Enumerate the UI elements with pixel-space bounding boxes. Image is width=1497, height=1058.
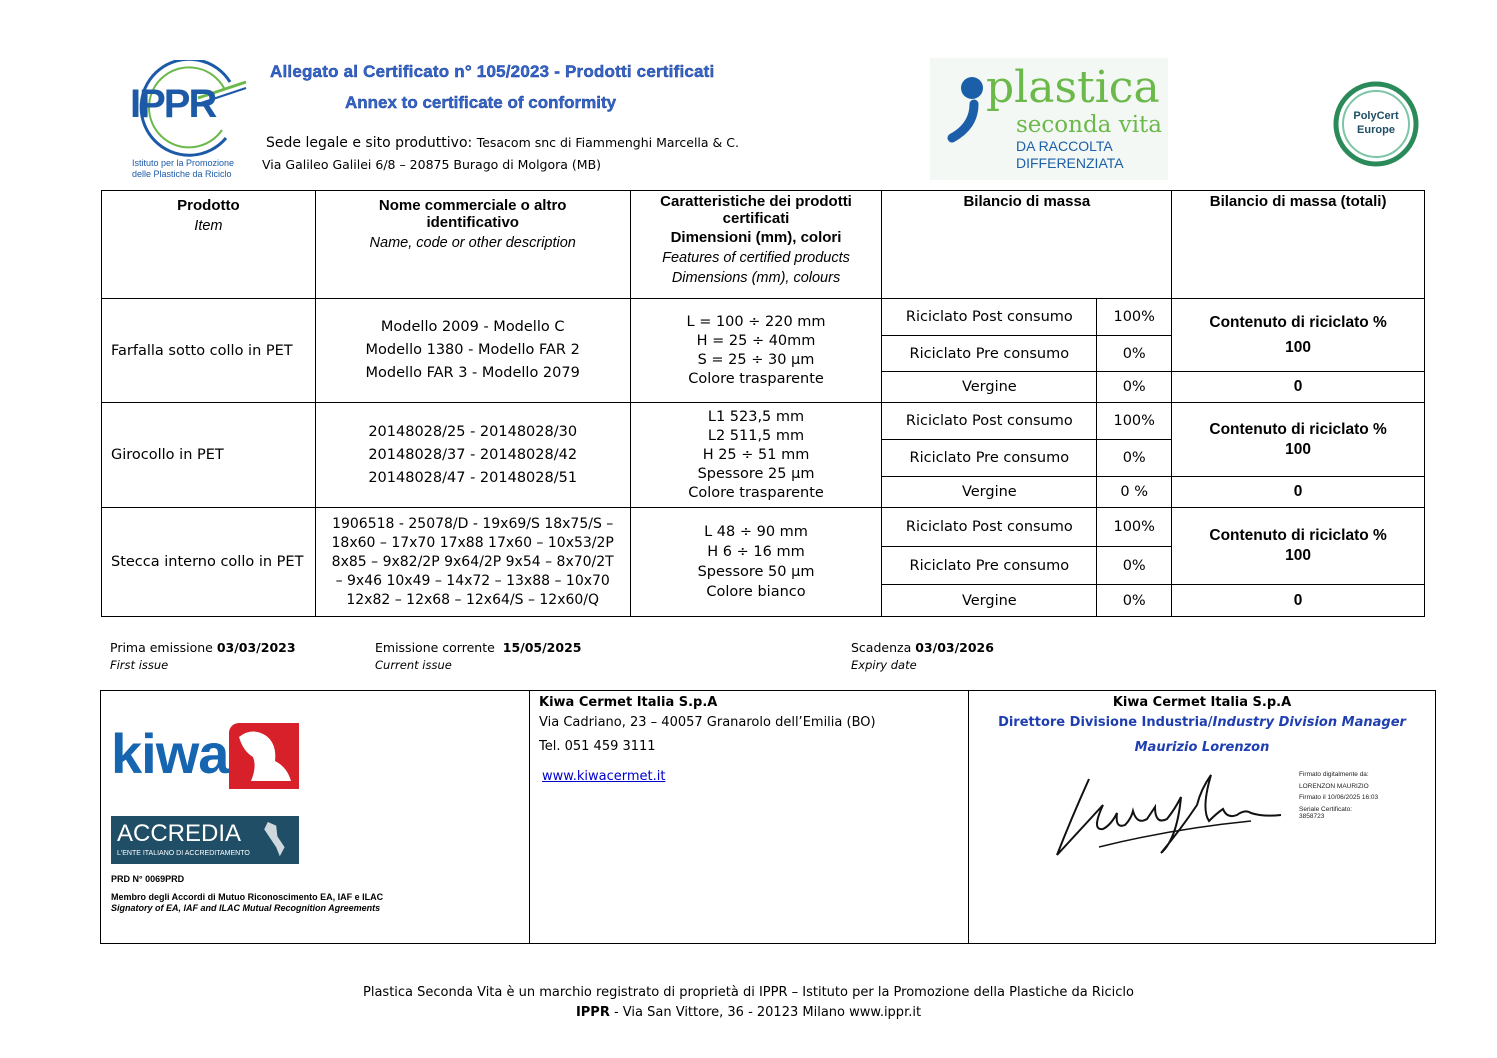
recycled-content-value: 100 (1285, 440, 1312, 458)
header-name-it: Nome commerciale o altro identificativo (378, 197, 567, 231)
recycled-content-cell (1172, 299, 1425, 372)
manager-role-en: Industry Division Manager (1212, 715, 1406, 730)
feature-line: L1 523,5 mm (707, 408, 805, 425)
vergine-value: 0 % (1097, 477, 1172, 508)
first-issue-date: 03/03/2023 (216, 640, 296, 655)
prd-number: PRD N° 0069PRD (111, 874, 185, 884)
current-issue-date: 15/05/2025 (502, 640, 582, 655)
feature-line: H 25 ÷ 51 mm (702, 446, 810, 463)
feature-line: L2 511,5 mm (707, 427, 805, 444)
recycled-content-cell (1172, 508, 1425, 585)
name-line: 20148028/25 - 20148028/30 (368, 423, 578, 440)
ippr-caption-1: Istituto per la Promozione (132, 158, 235, 168)
header-features (630, 191, 882, 299)
company-tel: Tel. 051 459 3111 (539, 739, 656, 754)
post-consumo-label: Riciclato Post consumo (882, 508, 1097, 547)
footer-address: - Via San Vittore, 36 - 20123 Milano www.ippr.it (609, 1005, 922, 1020)
header-features-it-1: Caratteristiche dei prodotti certificati (660, 193, 852, 227)
vergine-label: Vergine (882, 477, 1097, 508)
post-consumo-label: Riciclato Post consumo (882, 403, 1097, 440)
pre-consumo-value: 0% (1097, 440, 1172, 477)
membro-text-it: Membro degli Accordi di Mutuo Riconoscimento EA, IAF e ILAC (111, 892, 384, 902)
footer-line-2 (0, 1005, 1497, 1020)
header-item-en: Item (194, 218, 223, 234)
company-address: Via Cadriano, 23 – 40057 Granarolo dell’Emilia (BO) (539, 715, 876, 730)
psv-logo-differenziata: DIFFERENZIATA (1016, 155, 1124, 171)
table-row (102, 403, 1425, 440)
name-line: Modello 2009 - Modello C (380, 319, 565, 335)
name-line: 18x60 – 17x70 17x88 17x60 – 10x53/2P (331, 534, 614, 551)
footer-ippr: IPPR (575, 1005, 610, 1020)
sede-label: Sede legale e sito produttivo: (266, 135, 473, 151)
kiwa-logo (111, 721, 301, 791)
name-line: 20148028/47 - 20148028/51 (368, 469, 578, 486)
item-cell: Farfalla sotto collo in PET (102, 299, 316, 403)
item-cell: Girocollo in PET (102, 403, 316, 508)
feature-line: Colore trasparente (688, 370, 824, 387)
sig-line: Firmato il 10/06/2025 16:03 (1299, 794, 1379, 801)
feature-line: Colore trasparente (688, 484, 824, 501)
beaver-icon (231, 727, 297, 787)
accredia-logo-sub: L'ENTE ITALIANO DI ACCREDITAMENTO (117, 850, 250, 857)
table-header-row (102, 191, 1425, 299)
manager-column (969, 691, 1435, 943)
polycert-logo (1332, 80, 1420, 168)
table-row (102, 508, 1425, 547)
handwritten-signature (1051, 769, 1291, 865)
digital-signature-info (1299, 771, 1379, 821)
header-features-it-2: Dimensioni (mm), colori (670, 229, 842, 246)
feature-line: S = 25 ÷ 30 µm (697, 351, 815, 368)
recycled-content-cell (1172, 403, 1425, 477)
item-cell: Stecca interno collo in PET (102, 508, 316, 617)
sede-value: Tesacom snc di Fiammenghi Marcella & C. (476, 135, 739, 150)
feature-line: H 6 ÷ 16 mm (707, 544, 805, 560)
vergine-value: 0% (1097, 585, 1172, 617)
names-cell (315, 508, 630, 617)
kiwa-logo-text: kiwa (111, 722, 229, 785)
post-consumo-value: 100% (1097, 403, 1172, 440)
name-line: 1906518 - 25078/D - 19x69/S 18x75/S – (332, 515, 614, 532)
vergine-total: 0 (1172, 585, 1425, 617)
name-line: 12x82 – 12x68 – 12x64/S – 12x60/Q (346, 591, 600, 608)
issuer-block (100, 690, 1436, 944)
certificate-subtitle: Annex to certificate of conformity (345, 93, 617, 112)
pre-consumo-label: Riciclato Pre consumo (882, 547, 1097, 585)
header-mass-total: Bilancio di massa (totali) (1172, 191, 1425, 299)
polycert-text-1: PolyCert (1353, 110, 1399, 122)
certified-products-table (101, 190, 1425, 617)
company-name: Kiwa Cermet Italia S.p.A (539, 695, 718, 710)
feature-line: Spessore 50 µm (697, 564, 815, 580)
sede-line (266, 135, 739, 151)
header-features-en-1: Features of certified products (662, 250, 850, 266)
pre-consumo-value: 0% (1097, 336, 1172, 372)
header-features-en-2: Dimensions (mm), colours (671, 270, 841, 286)
recycled-content-label: Contenuto di riciclato % (1209, 420, 1387, 438)
manager-name: Maurizio Lorenzon (1134, 740, 1270, 755)
post-consumo-label: Riciclato Post consumo (882, 299, 1097, 336)
sig-line: LORENZON MAURIZIO (1299, 782, 1369, 790)
pre-consumo-value: 0% (1097, 547, 1172, 585)
name-line: Modello FAR 3 - Modello 2079 (365, 365, 580, 381)
name-line: 20148028/37 - 20148028/42 (368, 446, 578, 463)
company-name-right: Kiwa Cermet Italia S.p.A (1112, 695, 1292, 710)
psv-logo-plastica: plastica (986, 62, 1160, 113)
name-line: 8x85 – 9x82/2P 9x64/2P 9x54 – 8x70/2T (331, 553, 614, 570)
recycled-content-label: Contenuto di riciclato % (1209, 314, 1387, 331)
feature-line: H = 25 ÷ 40mm (696, 332, 816, 349)
ippr-logo-text: IPPR (130, 82, 216, 126)
company-website-link[interactable]: www.kiwacermet.it (542, 769, 666, 784)
recycled-content-label: Contenuto di riciclato % (1209, 527, 1387, 544)
header-name-en: Name, code or other description (369, 235, 576, 251)
names-cell (315, 299, 630, 403)
current-issue (375, 640, 581, 672)
current-issue-en: Current issue (375, 658, 452, 672)
features-cell (630, 403, 882, 508)
post-consumo-value: 100% (1097, 508, 1172, 547)
first-issue (110, 640, 296, 672)
first-issue-en: First issue (110, 658, 169, 672)
accredia-logo (111, 816, 299, 864)
vergine-value: 0% (1097, 372, 1172, 403)
company-column (530, 691, 969, 943)
feature-line: L 48 ÷ 90 mm (704, 524, 808, 540)
ippr-logo (128, 60, 248, 180)
psv-logo-raccolta: DA RACCOLTA (1016, 138, 1113, 154)
feature-line: Spessore 25 µm (697, 465, 815, 482)
expiry-en: Expiry date (851, 658, 917, 672)
header-mass: Bilancio di massa (882, 191, 1172, 299)
current-issue-label: Emissione corrente (375, 640, 495, 655)
name-line: – 9x46 10x49 – 14x72 – 13x88 – 10x70 (335, 572, 610, 589)
name-line: Modello 1380 - Modello FAR 2 (365, 342, 580, 358)
header-item (102, 191, 316, 299)
post-consumo-value: 100% (1097, 299, 1172, 336)
features-cell (630, 299, 882, 403)
expiry-date-value: 03/03/2026 (915, 640, 994, 655)
certificate-title: Allegato al Certificato n° 105/2023 - Prodotti certificati (270, 62, 715, 81)
accreditation-column (101, 691, 530, 943)
features-cell (630, 508, 882, 617)
footer-line-1: Plastica Seconda Vita è un marchio registrato di proprietà di IPPR – Istituto per la Promozione della Plastiche da Riciclo (363, 985, 1134, 1000)
vergine-total: 0 (1172, 477, 1425, 508)
names-cell (315, 403, 630, 508)
expiry-date (851, 640, 994, 672)
recycled-content-value: 100 (1285, 339, 1312, 356)
recycled-content-value: 100 (1285, 547, 1312, 564)
manager-role-it: Direttore Divisione Industria/ (998, 715, 1213, 730)
pre-consumo-label: Riciclato Pre consumo (882, 440, 1097, 477)
expiry-label: Scadenza (851, 640, 912, 655)
membro-text-en: Signatory of EA, IAF and ILAC Mutual Recognition Agreements (111, 903, 381, 913)
italy-map-icon (263, 822, 287, 858)
pre-consumo-label: Riciclato Pre consumo (882, 336, 1097, 372)
table-row (102, 299, 1425, 336)
first-issue-label: Prima emissione (110, 640, 213, 655)
sig-line: Seriale Certificato: 3858723 (1299, 805, 1353, 820)
plastica-seconda-vita-logo (930, 58, 1168, 180)
header-name (315, 191, 630, 299)
sede-address: Via Galileo Galilei 6/8 – 20875 Burago di Molgora (MB) (262, 157, 602, 172)
vergine-label: Vergine (882, 372, 1097, 403)
psv-logo-seconda-vita: seconda vita (1016, 112, 1163, 138)
sig-line: Firmato digitalmente da: (1299, 771, 1369, 778)
header-item-it: Prodotto (177, 197, 240, 214)
manager-role (969, 715, 1435, 730)
feature-line: L = 100 ÷ 220 mm (686, 313, 826, 330)
ippr-caption-2: delle Plastiche da Riciclo (132, 169, 232, 179)
accredia-logo-text: ACCREDIA (117, 820, 242, 847)
vergine-total: 0 (1172, 372, 1425, 403)
polycert-text-2: Europe (1357, 124, 1395, 136)
feature-line: Colore bianco (706, 584, 806, 600)
vergine-label: Vergine (882, 585, 1097, 617)
